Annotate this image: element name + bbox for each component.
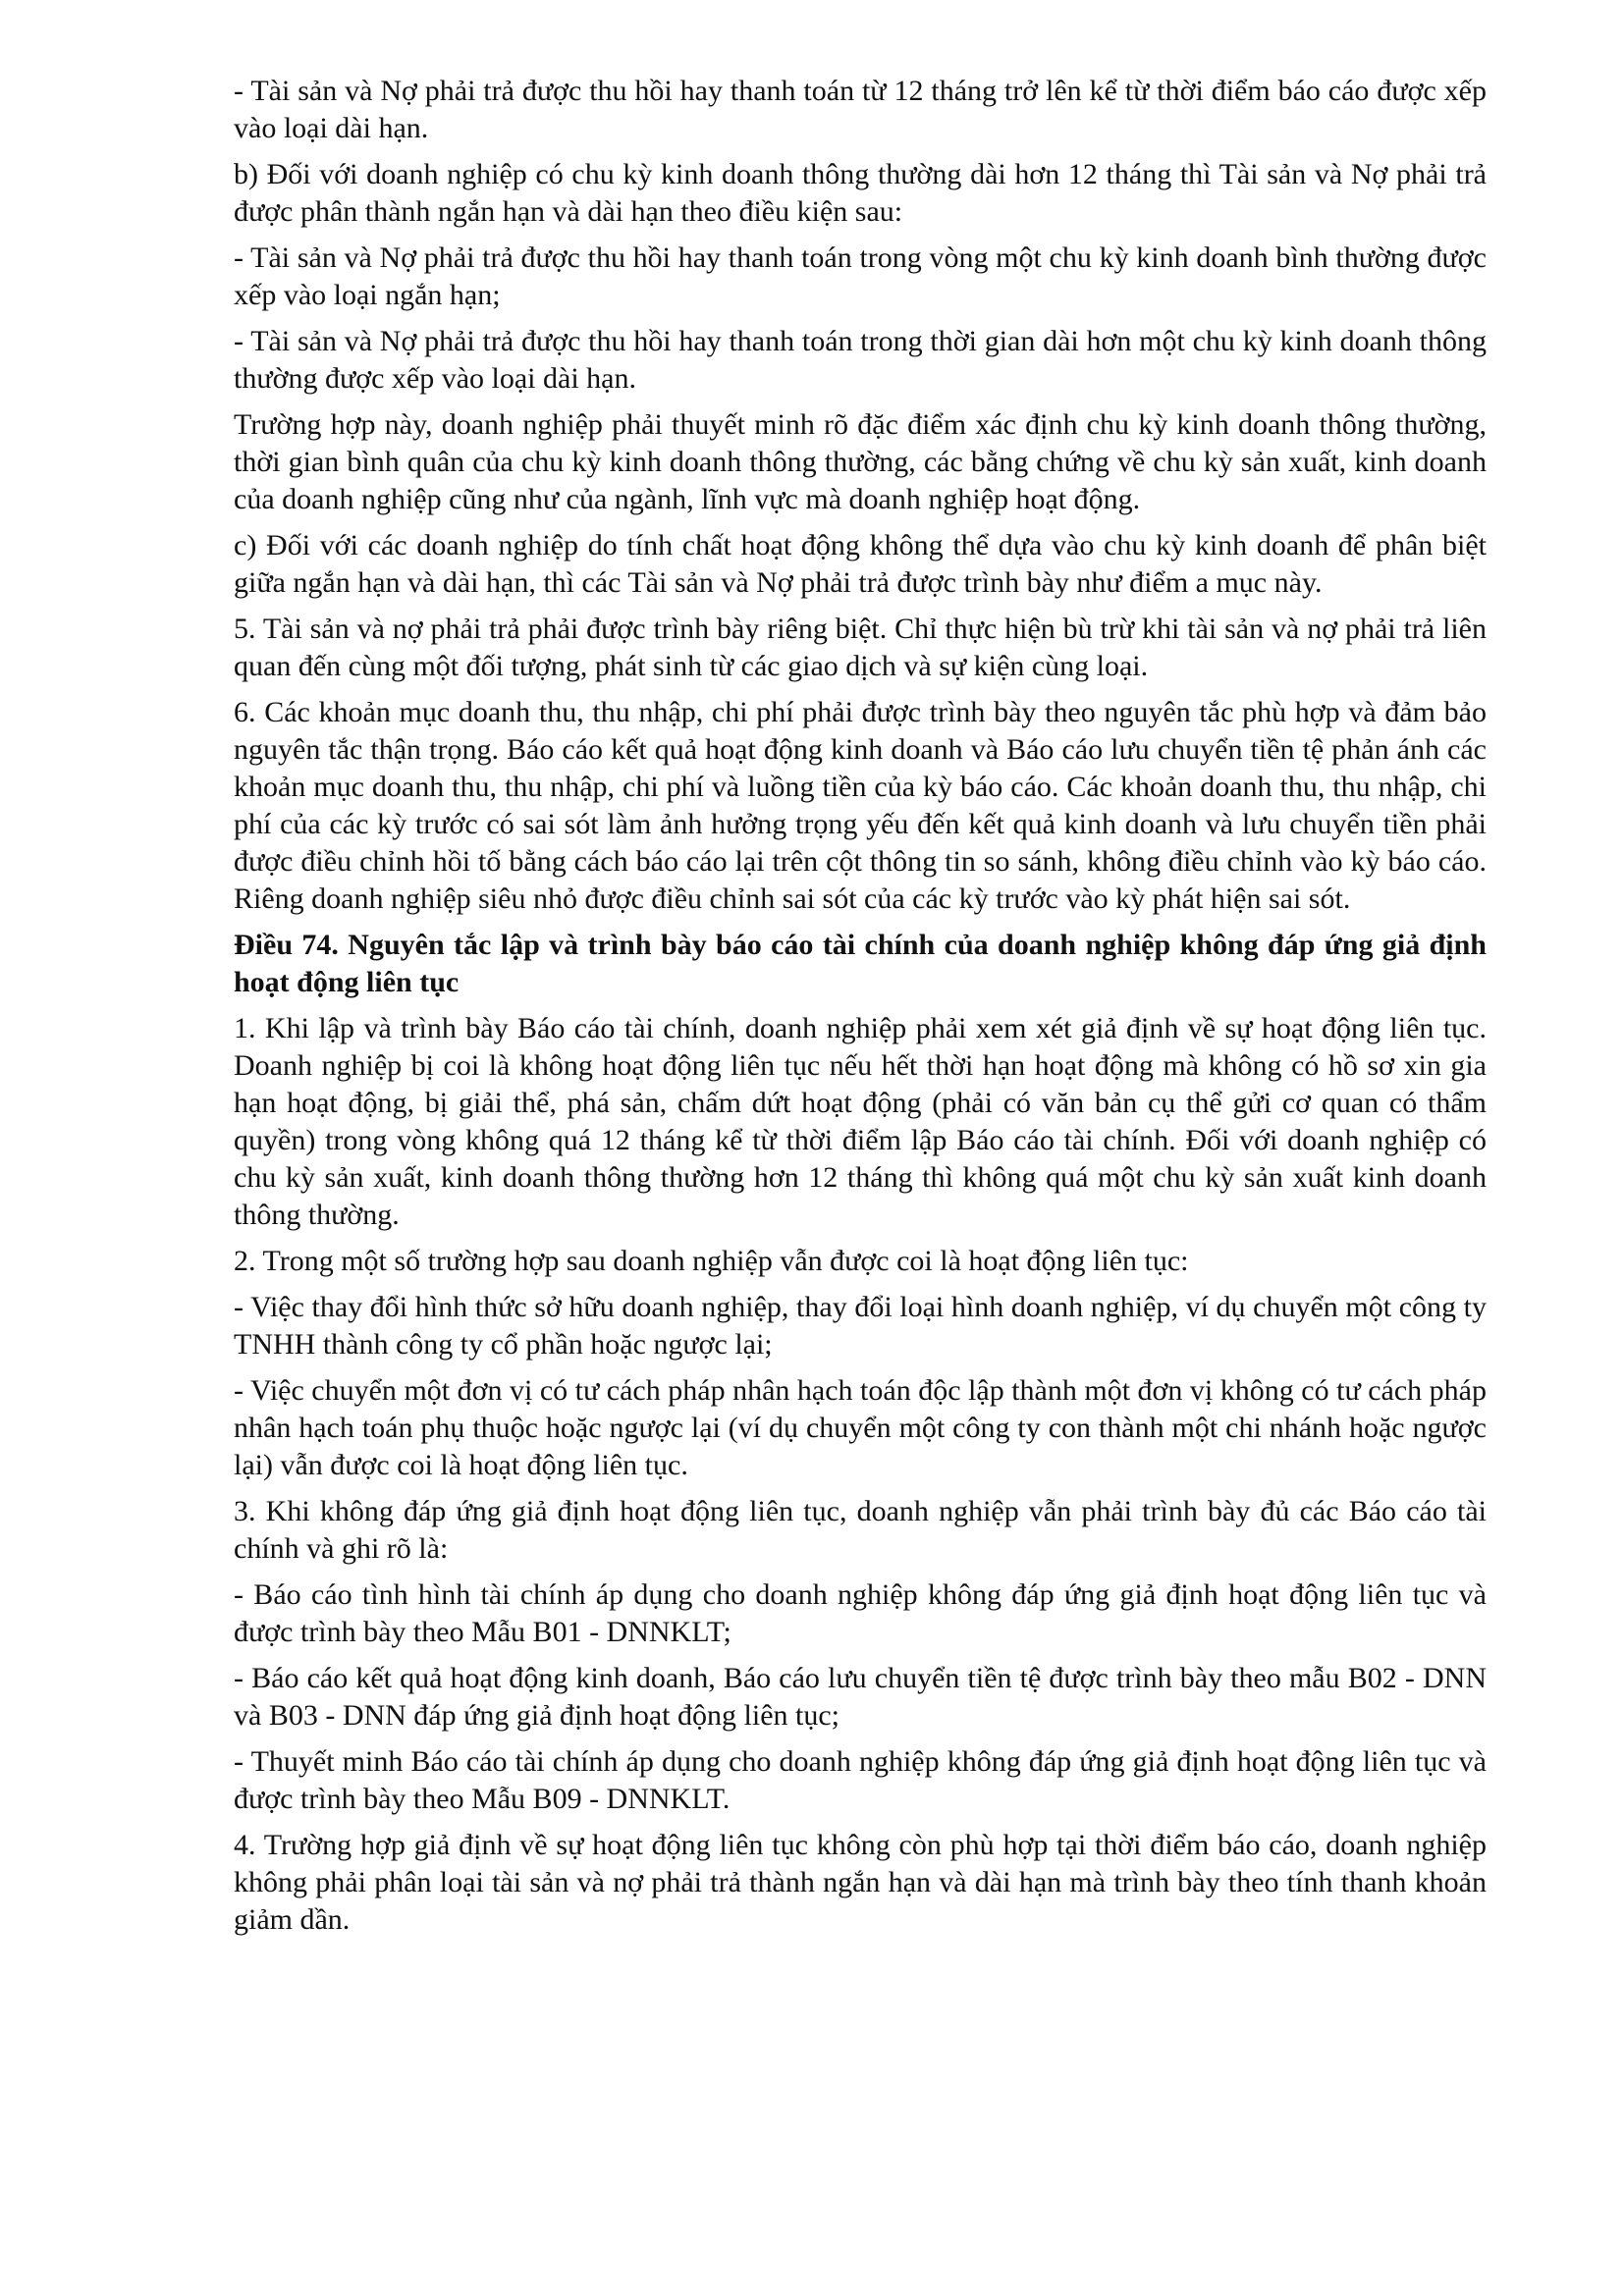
paragraph-c-no-cycle: c) Đối với các doanh nghiệp do tính chất hoạt động không thể dựa vào chu kỳ kinh doanh để phân biệt giữa ngắn hạn và dài hạn, thì các Tài sản và Nợ phải trả được trình bày như điểm a mục này.: [234, 529, 1487, 599]
article-74-bullet-b02-b03: - Báo cáo kết quả hoạt động kinh doanh, Báo cáo lưu chuyển tiền tệ được trình bày theo mẫu B02 - DNN và B03 - DNN đáp ứng giả định hoạt động liên tục;: [234, 1662, 1487, 1732]
article-74-bullet-unit-conversion: - Việc chuyển một đơn vị có tư cách pháp nhân hạch toán độc lập thành một đơn vị không có tư cách pháp nhân hạch toán phụ thuộc hoặc ngược lại (ví dụ chuyển một công ty con thành một chi nhánh hoặc ngược lại) vẫn được coi là hoạt động liên tục.: [234, 1374, 1487, 1481]
paragraph-b-long-cycle: b) Đối với doanh nghiệp có chu kỳ kinh doanh thông thường dài hơn 12 tháng thì Tài sản và Nợ phải trả được phân thành ngắn hạn và dài hạn theo điều kiện sau:: [234, 158, 1487, 228]
article-74-paragraph-3: 3. Khi không đáp ứng giả định hoạt động liên tục, doanh nghiệp vẫn phải trình bày đủ các Báo cáo tài chính và ghi rõ là:: [234, 1495, 1487, 1565]
paragraph-short-term-within-cycle: - Tài sản và Nợ phải trả được thu hồi hay thanh toán trong vòng một chu kỳ kinh doanh bình thường được xếp vào loại ngắn hạn;: [234, 241, 1487, 311]
paragraph-long-term-beyond-cycle: - Tài sản và Nợ phải trả được thu hồi hay thanh toán trong thời gian dài hơn một chu kỳ kinh doanh thông thường được xếp vào loại dài hạn.: [234, 325, 1487, 395]
document-page: [234, 73, 1487, 1948]
paragraph-5-separate-presentation: 5. Tài sản và nợ phải trả phải được trình bày riêng biệt. Chỉ thực hiện bù trừ khi tài sản và nợ phải trả liên quan đến cùng một đối tượng, phát sinh từ các giao dịch và sự kiện cùng loại.: [234, 613, 1487, 682]
paragraph-long-term-classification: - Tài sản và Nợ phải trả được thu hồi hay thanh toán từ 12 tháng trở lên kể từ thời điểm báo cáo được xếp vào loại dài hạn.: [234, 75, 1487, 144]
article-74-paragraph-4: 4. Trường hợp giả định về sự hoạt động liên tục không còn phù hợp tại thời điểm báo cáo, doanh nghiệp không phải phân loại tài sản và nợ phải trả thành ngắn hạn và dài hạn mà trình bày theo tính thanh khoản giảm dần.: [234, 1829, 1487, 1936]
article-74-bullet-ownership-change: - Việc thay đổi hình thức sở hữu doanh nghiệp, thay đổi loại hình doanh nghiệp, ví dụ chuyển một công ty TNHH thành công ty cổ phần hoặc ngược lại;: [234, 1291, 1487, 1361]
article-74-paragraph-2: 2. Trong một số trường hợp sau doanh nghiệp vẫn được coi là hoạt động liên tục:: [234, 1245, 1189, 1277]
paragraph-cycle-disclosure: Trường hợp này, doanh nghiệp phải thuyết minh rõ đặc điểm xác định chu kỳ kinh doanh thông thường, thời gian bình quân của chu kỳ kinh doanh thông thường, các bằng chứng về chu kỳ sản xuất, kinh doanh của doanh nghiệp cũng như của ngành, lĩnh vực mà doanh nghiệp hoạt động.: [234, 408, 1487, 515]
article-74-bullet-b09: - Thuyết minh Báo cáo tài chính áp dụng cho doanh nghiệp không đáp ứng giả định hoạt động liên tục và được trình bày theo Mẫu B09 - DNNKLT.: [234, 1745, 1487, 1815]
article-74-heading: Điều 74. Nguyên tắc lập và trình bày báo cáo tài chính của doanh nghiệp không đáp ứng giả định hoạt động liên tục: [234, 929, 1487, 998]
article-74-bullet-b01: - Báo cáo tình hình tài chính áp dụng cho doanh nghiệp không đáp ứng giả định hoạt động liên tục và được trình bày theo Mẫu B01 - DNNKLT;: [234, 1578, 1487, 1648]
article-74-paragraph-1: 1. Khi lập và trình bày Báo cáo tài chính, doanh nghiệp phải xem xét giả định về sự hoạt động liên tục. Doanh nghiệp bị coi là không hoạt động liên tục nếu hết thời hạn hoạt động mà không có hồ sơ xin gia hạn hoạt động, bị giải thể, phá sản, chấm dứt hoạt động (phải có văn bản cụ thể gửi cơ quan có thẩm quyền) trong vòng không quá 12 tháng kể từ thời điểm lập Báo cáo tài chính. Đối với doanh nghiệp có chu kỳ sản xuất, kinh doanh thông thường hơn 12 tháng thì không quá một chu kỳ sản xuất kinh doanh thông thường.: [234, 1012, 1487, 1231]
paragraph-6-revenue-expense: 6. Các khoản mục doanh thu, thu nhập, chi phí phải được trình bày theo nguyên tắc phù hợp và đảm bảo nguyên tắc thận trọng. Báo cáo kết quả hoạt động kinh doanh và Báo cáo lưu chuyển tiền tệ phản ánh các khoản mục doanh thu, thu nhập, chi phí và luồng tiền của kỳ báo cáo. Các khoản doanh thu, thu nhập, chi phí của các kỳ trước có sai sót làm ảnh hưởng trọng yếu đến kết quả kinh doanh và lưu chuyển tiền phải được điều chỉnh hồi tố bằng cách báo cáo lại trên cột thông tin so sánh, không điều chỉnh vào kỳ báo cáo. Riêng doanh nghiệp siêu nhỏ được điều chỉnh sai sót của các kỳ trước vào kỳ phát hiện sai sót.: [234, 696, 1487, 915]
